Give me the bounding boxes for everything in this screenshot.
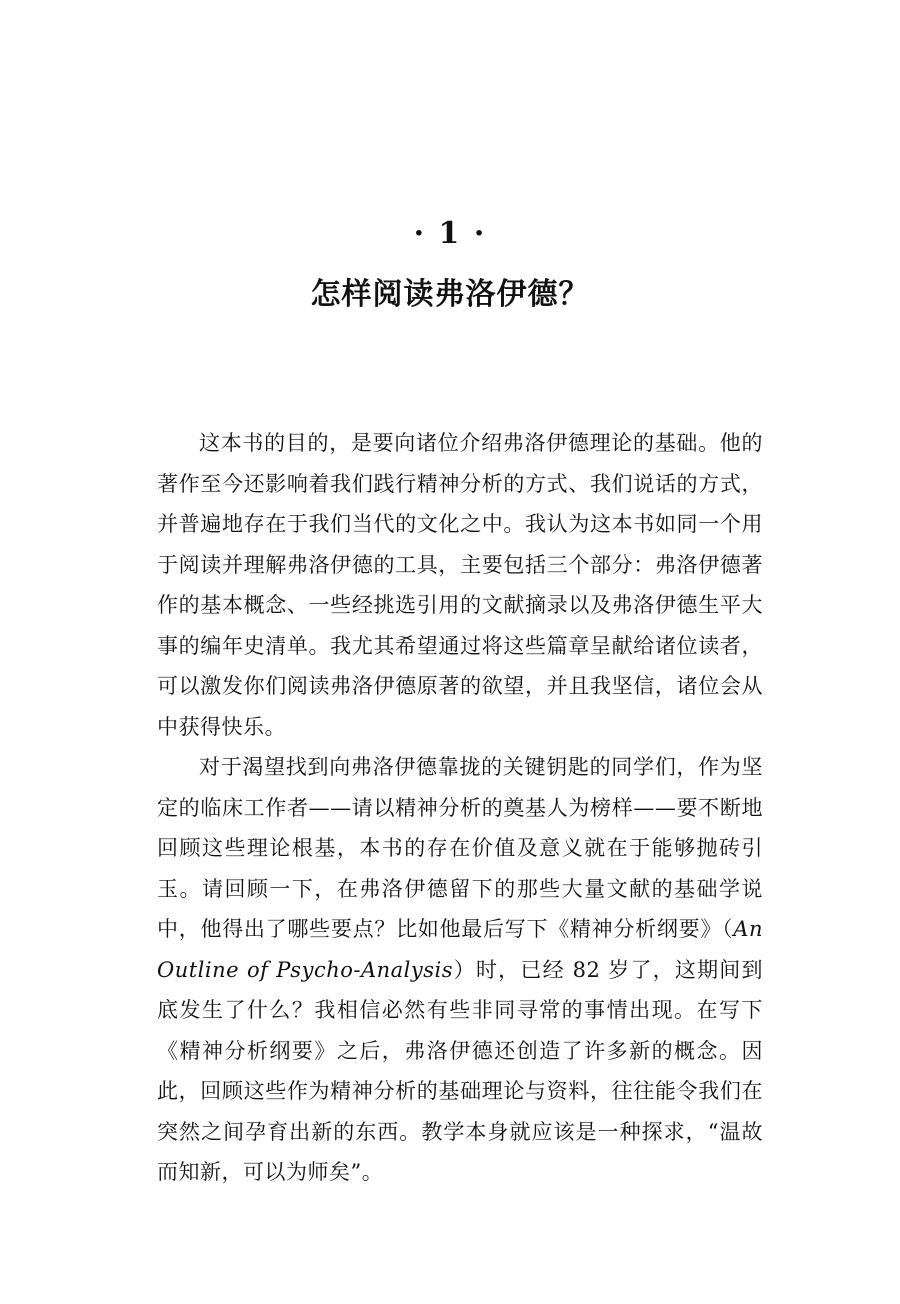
body-text (157, 423, 763, 1193)
paragraph-2-text-end: ）时，已经 82 岁了，这期间到底发生了什么？我相信必然有些非同寻常的事情出现。在写下《精神分析纲要》之后，弗洛伊德还创造了许多新的概念。因此，回顾这些作为精神分析的基础理论与资料，往往能令我们在突然之间孕育出新的东西。教学本身就应该是一种探求，“温故而知新，可以为师矣”。 (157, 957, 764, 1184)
chapter-title: 怎样阅读弗洛伊德？ (310, 277, 590, 312)
paragraph-1: 这本书的目的，是要向诸位介绍弗洛伊德理论的基础。他的著作至今还影响着我们践行精神分析的方式、我们说话的方式，并普遍地存在于我们当代的文化之中。我认为这本书如同一个用于阅读并理解弗洛伊德的工具，主要包括三个部分：弗洛伊德著作的基本概念、一些经挑选引用的文献摘录以及弗洛伊德生平大事的编年史清单。我尤其希望通过将这些篇章呈献给诸位读者，可以激发你们阅读弗洛伊德原著的欲望，并且我坚信，诸位会从中获得快乐。 (157, 431, 763, 739)
paragraph-2-text-start: 对于渴望找到向弗洛伊德靠拢的关键钥匙的同学们，作为坚定的临床工作者——请以精神分析的奠基人为榜样——要不断地回顾这些理论根基，本书的存在价值及意义就在于能够抛砖引玉。请回顾一下，在弗洛伊德留下的那些大量文献的基础学说中，他得出了哪些要点？比如他最后写下《精神分析纲要》（ (157, 755, 763, 941)
paragraph-2 (157, 747, 763, 1193)
book-title-english: An Outline of Psycho-Analysis (157, 917, 763, 982)
chapter-number: · 1 · (413, 216, 487, 251)
